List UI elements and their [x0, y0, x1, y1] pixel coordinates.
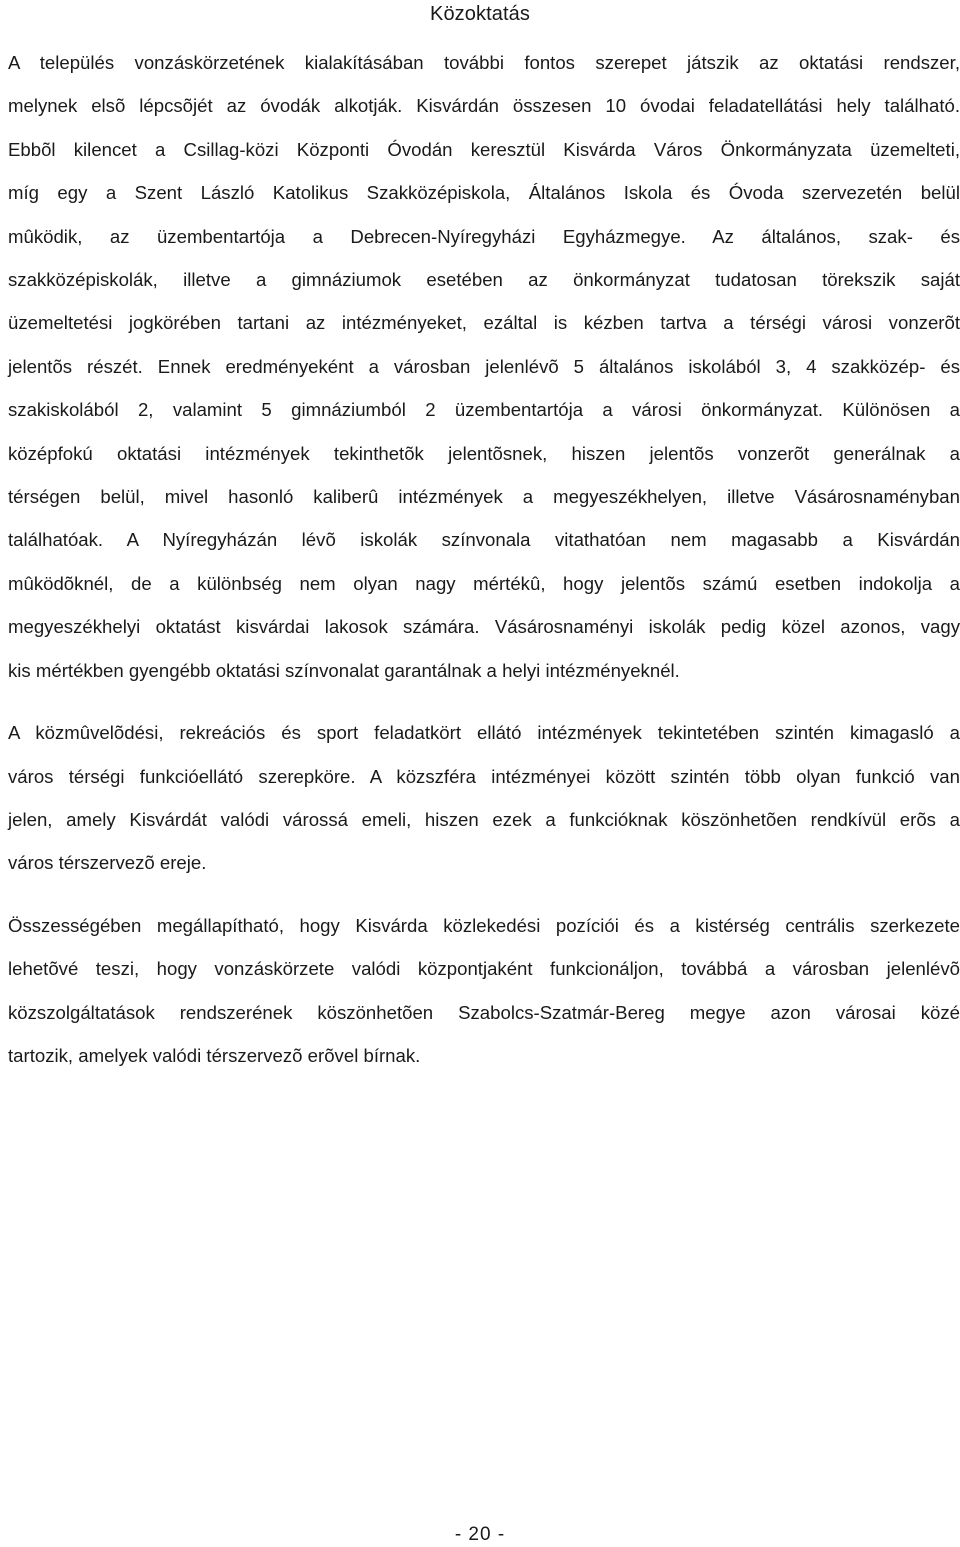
text-line: mûködik, az üzembentartója a Debrecen-Nyíregyházi Egyházmegye. Az általános, szak- és: [8, 225, 960, 247]
text-line: találhatóak. A Nyíregyházán lévõ iskolák színvonala vitathatóan nem magasabb a Kisvárdán: [8, 529, 960, 551]
text-line: tartozik, amelyek valódi térszervezõ erõvel bírnak.: [8, 1044, 421, 1066]
text-line: kis mértékben gyengébb oktatási színvonalat garantálnak a helyi intézményeknél.: [8, 659, 680, 681]
paragraph-culture: [8, 711, 960, 885]
text-line: Összességében megállapítható, hogy Kisvárda közlekedési pozíciói és a kistérség centrális szerkezete: [8, 914, 960, 936]
text-line: középfokú oktatási intézmények tekinthetõk jelentõsnek, hiszen jelentõs vonzerõt generálnak a: [8, 442, 960, 464]
paragraph-summary: [8, 904, 960, 1078]
text-line: jelen, amely Kisvárdát valódi várossá emeli, hiszen ezek a funkcióknak köszönhetõen rendkívül erõs a: [8, 808, 960, 830]
text-line: közszolgáltatások rendszerének köszönhetõen Szabolcs-Szatmár-Bereg megye azon városai közé: [8, 1001, 960, 1023]
text-line: megyeszékhelyi oktatást kisvárdai lakosok számára. Vásárosnaményi iskolák pedig közel azonos, vagy: [8, 616, 960, 638]
document-body: [8, 41, 960, 1096]
text-line: lehetõvé teszi, hogy vonzáskörzete valódi központjaként funkcionáljon, továbbá a városban jelenlévõ: [8, 958, 960, 980]
text-line: mûködõknél, de a különbség nem olyan nagy mértékû, hogy jelentõs számú esetben indokolja a: [8, 572, 960, 594]
text-line: jelentõs részét. Ennek eredményeként a városban jelenlévõ 5 általános iskolából 3, 4 szakközép- és: [8, 355, 960, 377]
text-line: város térszervezõ ereje.: [8, 852, 207, 874]
section-title: Közoktatás: [430, 3, 530, 25]
text-line: míg egy a Szent László Katolikus Szakközépiskola, Általános Iskola és Óvoda szervezetén belül: [8, 182, 960, 204]
text-line: szakiskolából 2, valamint 5 gimnáziumból 2 üzembentartója a városi önkormányzat. Különösen a: [8, 399, 960, 421]
text-line: melynek elsõ lépcsõjét az óvodák alkotják. Kisvárdán összesen 10 óvodai feladatellátási hely található.: [8, 95, 960, 117]
text-line: térségen belül, mivel hasonló kaliberû intézmények a megyeszékhelyen, illetve Vásárosnaményban: [8, 486, 960, 508]
text-line: Ebbõl kilencet a Csillag-közi Központi Óvodán keresztül Kisvárda Város Önkormányzata üzemelteti,: [8, 138, 960, 160]
text-line: szakközépiskolák, illetve a gimnáziumok esetében az önkormányzat tudatosan törekszik saját: [8, 269, 960, 291]
text-line: üzemeltetési jogkörében tartani az intézményeket, ezáltal is kézben tartva a térségi városi vonzerõt: [8, 312, 960, 334]
text-line: A település vonzáskörzetének kialakításában további fontos szerepet játszik az oktatási rendszer,: [8, 52, 960, 73]
page-number: - 20 -: [454, 1524, 506, 1545]
text-line: A közmûvelõdési, rekreációs és sport feladatkört ellátó intézmények tekintetében szintén kimagasló a: [8, 722, 960, 744]
text-line: város térségi funkcióellátó szerepköre. A közszféra intézményei között szintén több olyan funkció van: [8, 765, 960, 787]
paragraph-education: [8, 41, 960, 692]
